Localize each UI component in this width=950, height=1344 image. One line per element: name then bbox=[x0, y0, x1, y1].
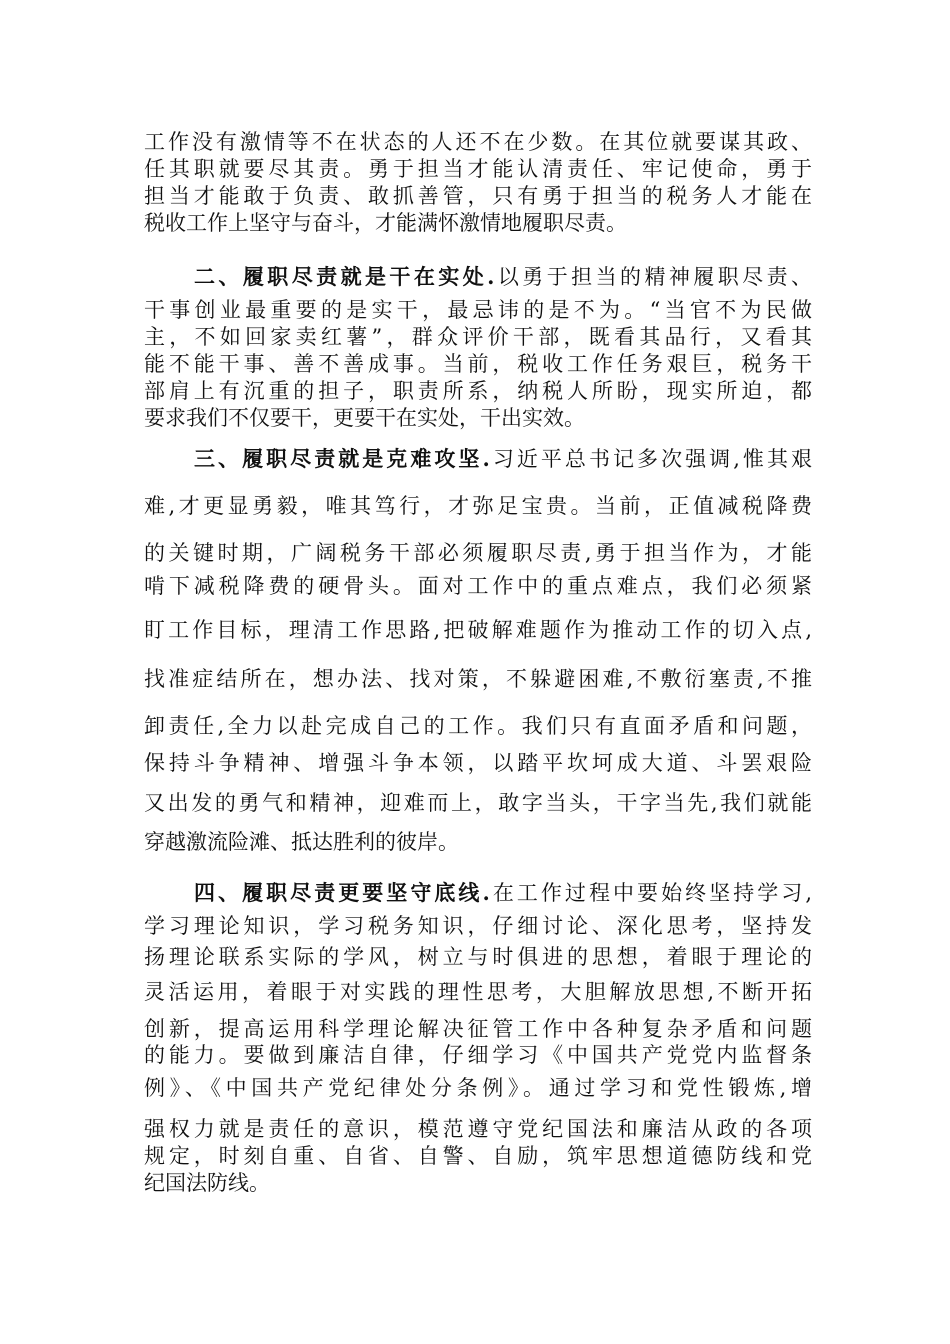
text-line: 扬理论联系实际的学风，树立与时俱进的思想，着眼于理论的 bbox=[144, 945, 812, 969]
text-line: 又出发的勇气和精神，迎难而上，敢字当头，干字当先,我们就能 bbox=[144, 791, 812, 815]
text-line: 纪国法防线。 bbox=[144, 1171, 270, 1195]
text-line: 干事创业最重要的是实干，最忌讳的是不为。“当官不为民做 bbox=[144, 298, 812, 322]
text-line: 找准症结所在，想办法、找对策，不躲避困难,不敷衍塞责,不推 bbox=[144, 667, 812, 691]
text-run: 以勇于担当的精神履职尽责、 bbox=[494, 265, 813, 289]
text-line: 规定，时刻自重、自省、自警、自励，筑牢思想道德防线和党 bbox=[144, 1144, 812, 1168]
text-line: 学习理论知识，学习税务知识，仔细讨论、深化思考，坚持发 bbox=[144, 914, 812, 938]
paragraph-first-line bbox=[194, 444, 812, 474]
text-line: 工作没有激情等不在状态的人还不在少数。在其位就要谋其政、 bbox=[144, 130, 812, 154]
text-line: 盯工作目标，理清工作思路,把破解难题作为推动工作的切入点, bbox=[144, 618, 812, 642]
text-line: 能不能干事、善不善成事。当前，税收工作任务艰巨，税务干 bbox=[144, 352, 812, 376]
section-heading: 四、履职尽责更要坚守底线. bbox=[194, 880, 490, 905]
text-line: 例》、《中国共产党纪律处分条例》。通过学习和党性锻炼,增 bbox=[144, 1076, 812, 1100]
paragraph-first-line bbox=[194, 878, 812, 908]
text-line: 税收工作上坚守与奋斗，才能满怀激情地履职尽责。 bbox=[144, 211, 627, 235]
text-line: 的关键时期，广阔税务干部必须履职尽责,勇于担当作为，才能 bbox=[144, 541, 812, 565]
text-line: 担当才能敢于负责、敢抓善管，只有勇于担当的税务人才能在 bbox=[144, 184, 812, 208]
text-line: 要求我们不仅要干，更要干在实处，干出实效。 bbox=[144, 406, 585, 430]
paragraph-first-line bbox=[194, 262, 812, 292]
section-heading: 二、履职尽责就是干在实处. bbox=[194, 264, 495, 289]
text-run: 习近平总书记多次强调,惟其艰 bbox=[489, 447, 812, 471]
text-line: 的能力。要做到廉洁自律，仔细学习《中国共产党党内监督条 bbox=[144, 1043, 812, 1067]
text-line: 主，不如回家卖红薯”，群众评价干部，既看其品行，又看其 bbox=[144, 325, 812, 349]
text-line: 灵活运用，着眼于对实践的理性思考，大胆解放思想,不断开拓 bbox=[144, 980, 812, 1004]
text-line: 创新，提高运用科学理论解决征管工作中各种复杂矛盾和问题 bbox=[144, 1017, 812, 1041]
text-line: 保持斗争精神、增强斗争本领，以踏平坎坷成大道、斗罢艰险 bbox=[144, 751, 812, 775]
text-line: 穿越激流险滩、抵达胜利的彼岸。 bbox=[144, 830, 459, 854]
text-line: 啃下减税降费的硬骨头。面对工作中的重点难点，我们必须紧 bbox=[144, 574, 812, 598]
text-line: 卸责任,全力以赴完成自己的工作。我们只有直面矛盾和问题， bbox=[144, 714, 812, 738]
text-line: 任其职就要尽其责。勇于担当才能认清责任、牢记使命，勇于 bbox=[144, 157, 812, 181]
section-heading: 三、履职尽责就是克难攻坚. bbox=[194, 446, 490, 471]
text-line: 难,才更显勇毅，唯其笃行，才弥足宝贵。当前，正值减税降费 bbox=[144, 494, 812, 518]
text-run: 在工作过程中要始终坚持学习, bbox=[489, 881, 812, 905]
text-line: 部肩上有沉重的担子，职责所系，纳税人所盼，现实所迫，都 bbox=[144, 379, 812, 403]
text-line: 强权力就是责任的意识，模范遵守党纪国法和廉洁从政的各项 bbox=[144, 1117, 812, 1141]
